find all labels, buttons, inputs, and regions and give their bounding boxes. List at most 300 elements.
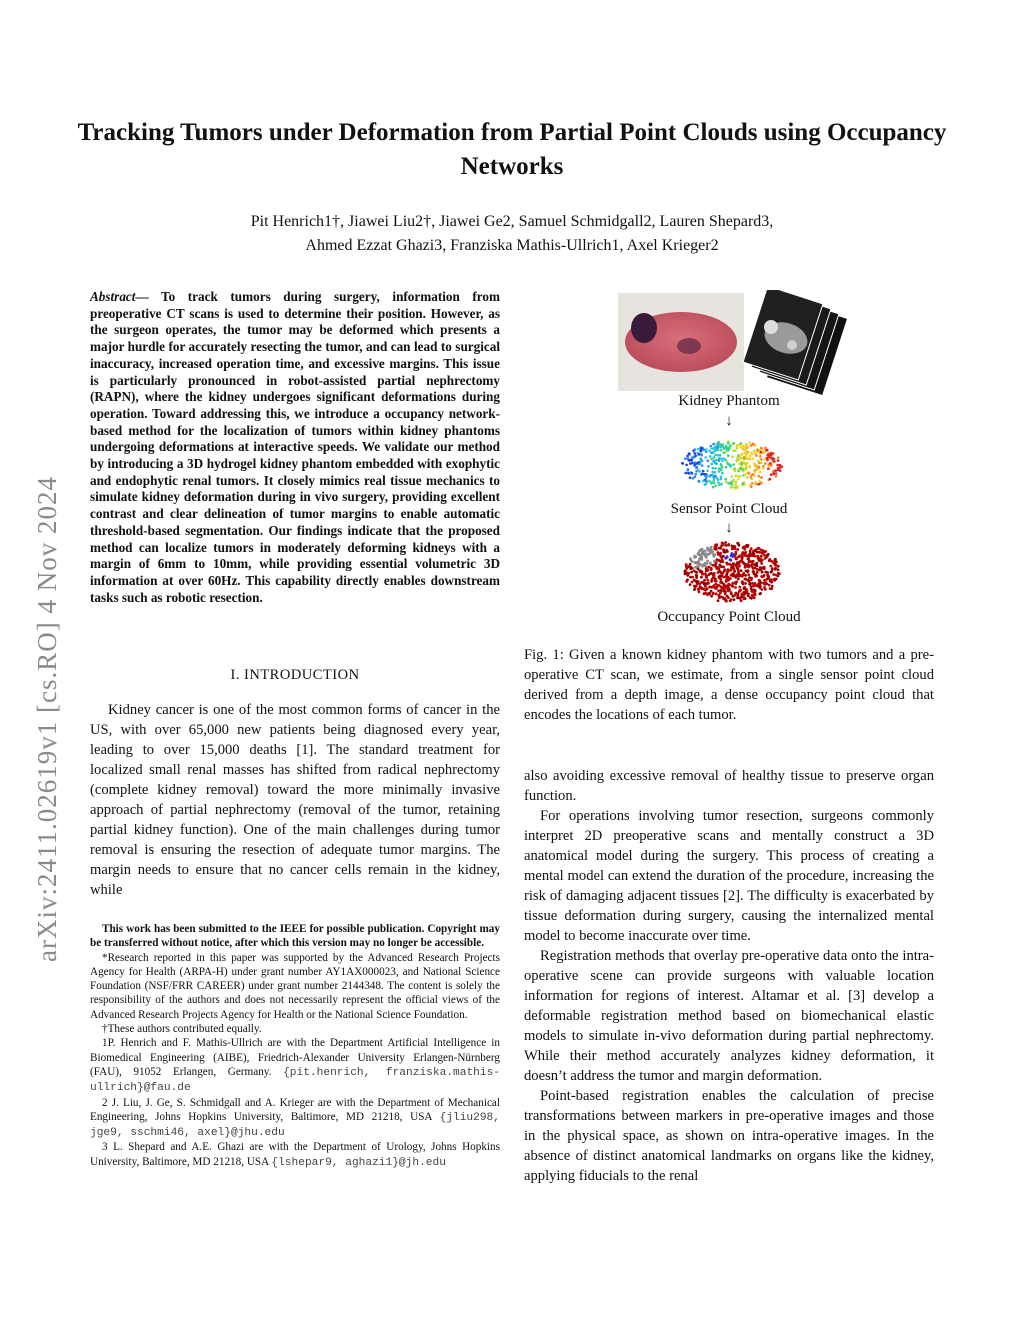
sensor-point	[754, 471, 757, 474]
sensor-point	[775, 475, 778, 478]
occupancy-point	[712, 564, 715, 567]
figure-1-caption: Fig. 1: Given a known kidney phantom with two tumors and a pre-operative CT scan, we estimate, from a single sensor point cloud derived from a depth image, a dense occupancy point cloud that encodes the locations of each tumor.	[524, 647, 934, 723]
sensor-point	[710, 463, 713, 466]
sensor-point	[758, 462, 761, 465]
sensor-point	[734, 469, 737, 472]
sensor-point	[746, 445, 749, 448]
occupancy-point	[751, 566, 754, 569]
sensor-point	[751, 453, 754, 456]
occupancy-point	[705, 592, 708, 595]
label-sensor-point-cloud: Sensor Point Cloud	[670, 501, 788, 517]
paragraph-point-based: Point-based registration enables the calculation of precise transformations between markers in pre-operative images and those in the physical space, as shown on intra-operative images. In the absence of distinct anatomical landmarks on organs like the kidney, applying fiducials to the renal	[524, 1088, 934, 1184]
occupancy-point	[705, 583, 708, 586]
sensor-point	[710, 458, 713, 461]
sensor-point	[705, 480, 708, 483]
occupancy-point	[738, 586, 741, 589]
occupancy-point	[701, 548, 704, 551]
occupancy-point	[771, 567, 774, 570]
sensor-point	[714, 485, 717, 488]
occupancy-point	[722, 576, 725, 579]
occupancy-point	[690, 571, 693, 574]
sensor-point	[756, 448, 759, 451]
occupancy-point	[774, 559, 777, 562]
sensor-point	[714, 475, 717, 478]
sensor-point	[687, 472, 690, 475]
sensor-point	[730, 481, 733, 484]
sensor-point	[720, 478, 723, 481]
sensor-point	[749, 465, 752, 468]
sensor-point	[745, 443, 748, 446]
occupancy-point	[718, 559, 721, 562]
sensor-point	[721, 472, 724, 475]
occupancy-point	[706, 579, 709, 582]
sensor-point	[742, 444, 745, 447]
occupancy-point	[735, 557, 738, 560]
occupancy-point	[738, 563, 741, 566]
sensor-point	[755, 468, 758, 471]
occupancy-point	[715, 587, 718, 590]
occupancy-point	[725, 578, 728, 581]
occupancy-point	[719, 575, 722, 578]
occupancy-point	[763, 566, 766, 569]
sensor-point	[755, 454, 758, 457]
sensor-point	[702, 480, 705, 483]
sensor-point	[733, 442, 736, 445]
occupancy-point	[710, 572, 713, 575]
occupancy-point	[745, 544, 748, 547]
occupancy-point	[764, 588, 767, 591]
sensor-point	[704, 483, 707, 486]
sensor-point	[689, 476, 692, 479]
sensor-point	[716, 443, 719, 446]
sensor-point	[744, 468, 747, 471]
sensor-point	[740, 442, 743, 445]
sensor-point	[724, 458, 727, 461]
occupancy-point	[730, 593, 733, 596]
occupancy-point	[745, 570, 748, 573]
occupancy-point	[710, 595, 713, 598]
occupancy-point	[712, 555, 715, 558]
occupancy-point	[719, 595, 722, 598]
sensor-point	[727, 482, 730, 485]
occupancy-point	[726, 563, 729, 566]
occupancy-point	[722, 544, 725, 547]
sensor-point	[769, 478, 772, 481]
occupancy-point	[760, 562, 763, 565]
sensor-point	[774, 469, 777, 472]
sensor-point	[742, 482, 745, 485]
sensor-point	[752, 457, 755, 460]
sensor-point	[713, 482, 716, 485]
sensor-point	[740, 457, 743, 460]
occupancy-point	[721, 572, 724, 575]
occupancy-point	[727, 589, 730, 592]
occupancy-point	[775, 574, 778, 577]
occupancy-point	[698, 558, 701, 561]
occupancy-point	[729, 569, 732, 572]
sensor-point	[748, 441, 751, 444]
sensor-point	[720, 483, 723, 486]
occupancy-point	[715, 561, 718, 564]
occupancy-point	[687, 565, 690, 568]
sensor-point	[753, 463, 756, 466]
sensor-point	[764, 462, 767, 465]
occupancy-point	[707, 573, 710, 576]
occupancy-point	[732, 572, 735, 575]
sensor-point	[750, 485, 753, 488]
sensor-point	[720, 449, 723, 452]
occupancy-point	[729, 558, 732, 561]
sensor-point	[695, 467, 698, 470]
occupancy-point	[732, 545, 735, 548]
occupancy-point	[737, 542, 740, 545]
occupancy-point	[730, 552, 733, 555]
sensor-point	[760, 476, 763, 479]
arrow-down-1: ↓	[725, 413, 733, 429]
occupancy-point	[763, 574, 766, 577]
sensor-point	[684, 472, 687, 475]
occupancy-point	[733, 594, 736, 597]
paper-title: Tracking Tumors under Deformation from Partial Point Clouds using Occupancy Networks	[77, 119, 947, 180]
sensor-point	[759, 471, 762, 474]
occupancy-point	[770, 587, 773, 590]
occupancy-point	[763, 579, 766, 582]
occupancy-point	[758, 579, 761, 582]
sensor-point	[740, 446, 743, 449]
occupancy-point	[764, 583, 767, 586]
sensor-point	[686, 455, 689, 458]
occupancy-point	[734, 553, 737, 556]
sensor-point	[751, 482, 754, 485]
footnotes	[90, 922, 500, 1170]
occupancy-point	[700, 576, 703, 579]
occupancy-point	[703, 564, 706, 567]
occupancy-point	[755, 562, 758, 565]
occupancy-point	[691, 576, 694, 579]
occupancy-point	[757, 547, 760, 550]
footnote-affiliation-2: 2 J. Liu, J. Ge, S. Schmidgall and A. Krieger are with the Department of Mechanical Engineering, Johns Hopkins University, Baltimore, MD 21218, USA {jliu298, jge9, sschmi46, axel}@jhu.edu	[90, 1096, 500, 1140]
sensor-point	[693, 452, 696, 455]
sensor-point	[773, 460, 776, 463]
sensor-point	[760, 458, 763, 461]
occupancy-point	[718, 584, 721, 587]
occupancy-point	[754, 555, 757, 558]
sensor-point	[732, 463, 735, 466]
sensor-point	[697, 448, 700, 451]
occupancy-point	[750, 554, 753, 557]
authors-line-2: Ahmed Ezzat Ghazi3, Franziska Mathis-Ullrich1, Axel Krieger2	[305, 237, 719, 254]
sensor-point	[706, 469, 709, 472]
occupancy-point	[761, 552, 764, 555]
sensor-point	[768, 465, 771, 468]
sensor-point	[714, 467, 717, 470]
sensor-point	[760, 451, 763, 454]
occupancy-point	[719, 547, 722, 550]
occupancy-point	[723, 569, 726, 572]
occupancy-point	[706, 553, 709, 556]
occupancy-point	[719, 592, 722, 595]
occupancy-point	[727, 583, 730, 586]
occupancy-point	[704, 585, 707, 588]
sensor-point	[692, 456, 695, 459]
sensor-point	[727, 442, 730, 445]
occupancy-point	[749, 550, 752, 553]
sensor-point	[768, 454, 771, 457]
sensor-point	[776, 464, 779, 467]
occupancy-point	[730, 598, 733, 601]
occupancy-point	[698, 588, 701, 591]
sensor-point	[747, 452, 750, 455]
sensor-point	[777, 469, 780, 472]
occupancy-point	[719, 581, 722, 584]
occupancy-point	[693, 569, 696, 572]
occupancy-point	[747, 563, 750, 566]
sensor-point	[686, 457, 689, 460]
occupancy-point	[726, 556, 729, 559]
sensor-point	[736, 447, 739, 450]
sensor-point	[754, 465, 757, 468]
sensor-point	[734, 449, 737, 452]
occupancy-point	[711, 551, 714, 554]
occupancy-point	[747, 573, 750, 576]
sensor-point	[719, 444, 722, 447]
sensor-point	[717, 454, 720, 457]
sensor-point	[752, 443, 755, 446]
occupancy-point	[725, 574, 728, 577]
occupancy-point	[743, 548, 746, 551]
sensor-point	[700, 454, 703, 457]
occupancy-point	[761, 571, 764, 574]
occupancy-point	[736, 548, 739, 551]
occupancy-point	[703, 592, 706, 595]
occupancy-point	[753, 584, 756, 587]
occupancy-point	[744, 566, 747, 569]
sensor-point	[762, 467, 765, 470]
sensor-point	[730, 486, 733, 489]
occupancy-point	[732, 575, 735, 578]
occupancy-point	[687, 572, 690, 575]
occupancy-point	[694, 556, 697, 559]
figure-1	[524, 290, 934, 635]
sensor-point	[734, 487, 737, 490]
sensor-point	[701, 447, 704, 450]
occupancy-point	[760, 567, 763, 570]
abstract-text: — To track tumors during surgery, information from preoperative CT scans is used to determine their position. However, as the surgeon operates, the tumor may be deformed which presents a major hurdle for accurately resecting the tumor, and can lead to surgical inaccuracy, increased operation time, and excessive margins. This issue is particularly pronounced in robot-assisted partial nephrectomy (RAPN), where the kidney undergoes significant deformations during operation. Toward addressing this, we introduce a occupancy network-based method for the localization of tumors within kidney phantoms undergoing deformations at interactive speeds. We validate our method by introducing a 3D hydrogel kidney phantom embedded with exophytic and endophytic renal tumors. It closely mimics real tissue mechanics to simulate kidney deformation during in vivo surgery, providing excellent contrast and clear delineation of tumor margins to enable automatic threshold-based segmentation. Our findings indicate that the proposed method can localize tumors in moderately deforming kidneys with a margin of 6mm to 10mm, while providing essential volumetric 3D information at over 60Hz. This capability directly enables downstream tasks such as robotic resection.	[90, 289, 500, 605]
sensor-point	[766, 457, 769, 460]
occupancy-point	[754, 564, 757, 567]
occupancy-point	[727, 568, 730, 571]
sensor-point	[697, 461, 700, 464]
occupancy-point	[737, 578, 740, 581]
occupancy-point	[745, 578, 748, 581]
author-list	[60, 210, 964, 258]
occupancy-point	[756, 568, 759, 571]
occupancy-point	[748, 566, 751, 569]
occupancy-point	[767, 577, 770, 580]
sensor-point	[691, 472, 694, 475]
occupancy-point	[725, 600, 728, 603]
occupancy-point	[751, 594, 754, 597]
occupancy-point	[705, 574, 708, 577]
occupancy-point	[740, 559, 743, 562]
occupancy-point	[730, 574, 733, 577]
occupancy-point	[689, 557, 692, 560]
occupancy-point	[754, 589, 757, 592]
footnote-affiliation-3: 3 L. Shepard and A.E. Ghazi are with the Department of Urology, Johns Hopkins University, Baltimore, MD 21218, USA {lshepar9, aghazi1}@jh.edu	[90, 1141, 500, 1169]
occupancy-point	[777, 572, 780, 575]
occupancy-point	[770, 571, 773, 574]
sensor-point	[760, 447, 763, 450]
sensor-point	[718, 470, 721, 473]
occupancy-point	[727, 544, 730, 547]
paragraph-continued: also avoiding excessive removal of healthy tissue to preserve organ function.	[524, 768, 934, 804]
footnote-affiliation-1: 1P. Henrich and F. Mathis-Ullrich are with the Department Artificial Intelligence in Biomedical Engineering (AIBE), Friedrich-Alexander University Erlangen-Nürnberg (FAU), 91052 Erlangen, Germany. {pit.henrich, franziska.mathis-ullrich}@fau.de	[90, 1037, 501, 1095]
sensor-point	[739, 467, 742, 470]
sensor-point	[697, 469, 700, 472]
occupancy-point	[750, 590, 753, 593]
sensor-point	[702, 470, 705, 473]
sensor-point	[744, 473, 747, 476]
occupancy-point	[689, 583, 692, 586]
sensor-point	[727, 449, 730, 452]
occupancy-point	[749, 596, 752, 599]
arrow-down-2: ↓	[725, 520, 733, 536]
sensor-point	[691, 462, 694, 465]
sensor-point	[739, 454, 742, 457]
occupancy-point	[691, 581, 694, 584]
occupancy-point	[717, 599, 720, 602]
occupancy-point	[707, 569, 710, 572]
abstract-label: Abstract	[90, 289, 136, 304]
sensor-point	[701, 464, 704, 467]
sensor-point	[708, 480, 711, 483]
occupancy-point	[761, 559, 764, 562]
sensor-point	[735, 481, 738, 484]
occupancy-point	[699, 554, 702, 557]
sensor-point	[751, 478, 754, 481]
occupancy-point	[693, 579, 696, 582]
occupancy-point	[695, 574, 698, 577]
occupancy-point	[724, 590, 727, 593]
occupancy-point	[759, 592, 762, 595]
occupancy-point	[695, 585, 698, 588]
ct-scan-slices	[743, 290, 847, 395]
sensor-point	[719, 467, 722, 470]
sensor-point	[742, 447, 745, 450]
occupancy-point	[741, 553, 744, 556]
sensor-point	[721, 459, 724, 462]
occupancy-point	[713, 546, 716, 549]
sensor-point	[746, 462, 749, 465]
sensor-point	[698, 480, 701, 483]
occupancy-point	[764, 557, 767, 560]
occupancy-point	[738, 596, 741, 599]
occupancy-point	[750, 585, 753, 588]
occupancy-point	[744, 592, 747, 595]
sensor-point	[703, 473, 706, 476]
sensor-point	[748, 457, 751, 460]
sensor-point	[690, 459, 693, 462]
occupancy-point	[731, 548, 734, 551]
sensor-point	[772, 473, 775, 476]
sensor-point	[712, 467, 715, 470]
sensor-point	[723, 452, 726, 455]
sensor-point	[725, 466, 728, 469]
sensor-point	[689, 462, 692, 465]
occupancy-point	[717, 571, 720, 574]
occupancy-point	[714, 583, 717, 586]
occupancy-point	[744, 551, 747, 554]
sensor-point	[759, 455, 762, 458]
occupancy-point	[748, 576, 751, 579]
sensor-point	[735, 475, 738, 478]
label-occupancy-point-cloud: Occupancy Point Cloud	[657, 609, 801, 625]
occupancy-point	[741, 581, 744, 584]
sensor-point	[707, 465, 710, 468]
occupancy-point	[709, 551, 712, 554]
sensor-point	[726, 462, 729, 465]
occupancy-point	[733, 598, 736, 601]
occupancy-point	[728, 563, 731, 566]
sensor-point	[715, 448, 718, 451]
occupancy-point	[771, 585, 774, 588]
sensor-point	[775, 472, 778, 475]
occupancy-point	[770, 560, 773, 563]
occupancy-point	[772, 573, 775, 576]
occupancy-point	[755, 573, 758, 576]
sensor-point	[713, 456, 716, 459]
sensor-point	[709, 445, 712, 448]
sensor-point	[698, 453, 701, 456]
occupancy-point	[747, 593, 750, 596]
kidney-phantom-photo	[618, 293, 744, 391]
intro-paragraph-1: Kidney cancer is one of the most common forms of cancer in the US, with over 65,000 new patients being diagnosed every year, leading to over 15,000 deaths [1]. The standard treatment for localized small renal masses has shifted from radical nephrectomy (complete kidney removal) toward the more minimally invasive approach of partial nephrectomy (removal of the tumor, retaining partial kidney function). One of the main challenges during tumor removal is ensuring the resection of adequate tumor margins. The margin needs to ensure that no cancer cells remain in the kidney, while	[90, 702, 500, 898]
occupancy-point	[718, 553, 721, 556]
occupancy-point	[708, 592, 711, 595]
occupancy-point-cloud	[684, 541, 781, 602]
occupancy-point	[727, 596, 730, 599]
sensor-point	[764, 447, 767, 450]
occupancy-point	[777, 568, 780, 571]
sensor-point	[729, 445, 732, 448]
email-fau: {pit.henrich, franziska.mathis-ullrich}@fau.de	[90, 1066, 501, 1095]
sensor-point	[701, 473, 704, 476]
occupancy-point	[742, 574, 745, 577]
paragraph-registration: Registration methods that overlay pre-operative data onto the intra-operative scene can provide surgeons with valuable location information for regions of interest. Altamar et al. [3] develop a deformable registration method based on biomechanical elastic models to simulate in-vivo deformation during partial nephrectomy. While their method accurately analyzes kidney deformation, it doesn’t address the tumor and margin deformation.	[524, 948, 934, 1084]
sensor-point	[746, 476, 749, 479]
sensor-point	[705, 448, 708, 451]
occupancy-point	[721, 559, 724, 562]
occupancy-point	[751, 563, 754, 566]
occupancy-point	[723, 550, 726, 553]
sensor-point	[699, 450, 702, 453]
occupancy-point	[697, 565, 700, 568]
occupancy-point	[731, 582, 734, 585]
occupancy-point	[708, 566, 711, 569]
sensor-point	[725, 481, 728, 484]
occupancy-point	[696, 581, 699, 584]
occupancy-point	[734, 592, 737, 595]
occupancy-point	[698, 590, 701, 593]
sensor-point	[749, 455, 752, 458]
occupancy-point	[774, 567, 777, 570]
occupancy-point	[748, 560, 751, 563]
sensor-point	[714, 454, 717, 457]
occupancy-point	[715, 566, 718, 569]
sensor-point	[768, 456, 771, 459]
sensor-point	[685, 464, 688, 467]
occupancy-point	[744, 582, 747, 585]
